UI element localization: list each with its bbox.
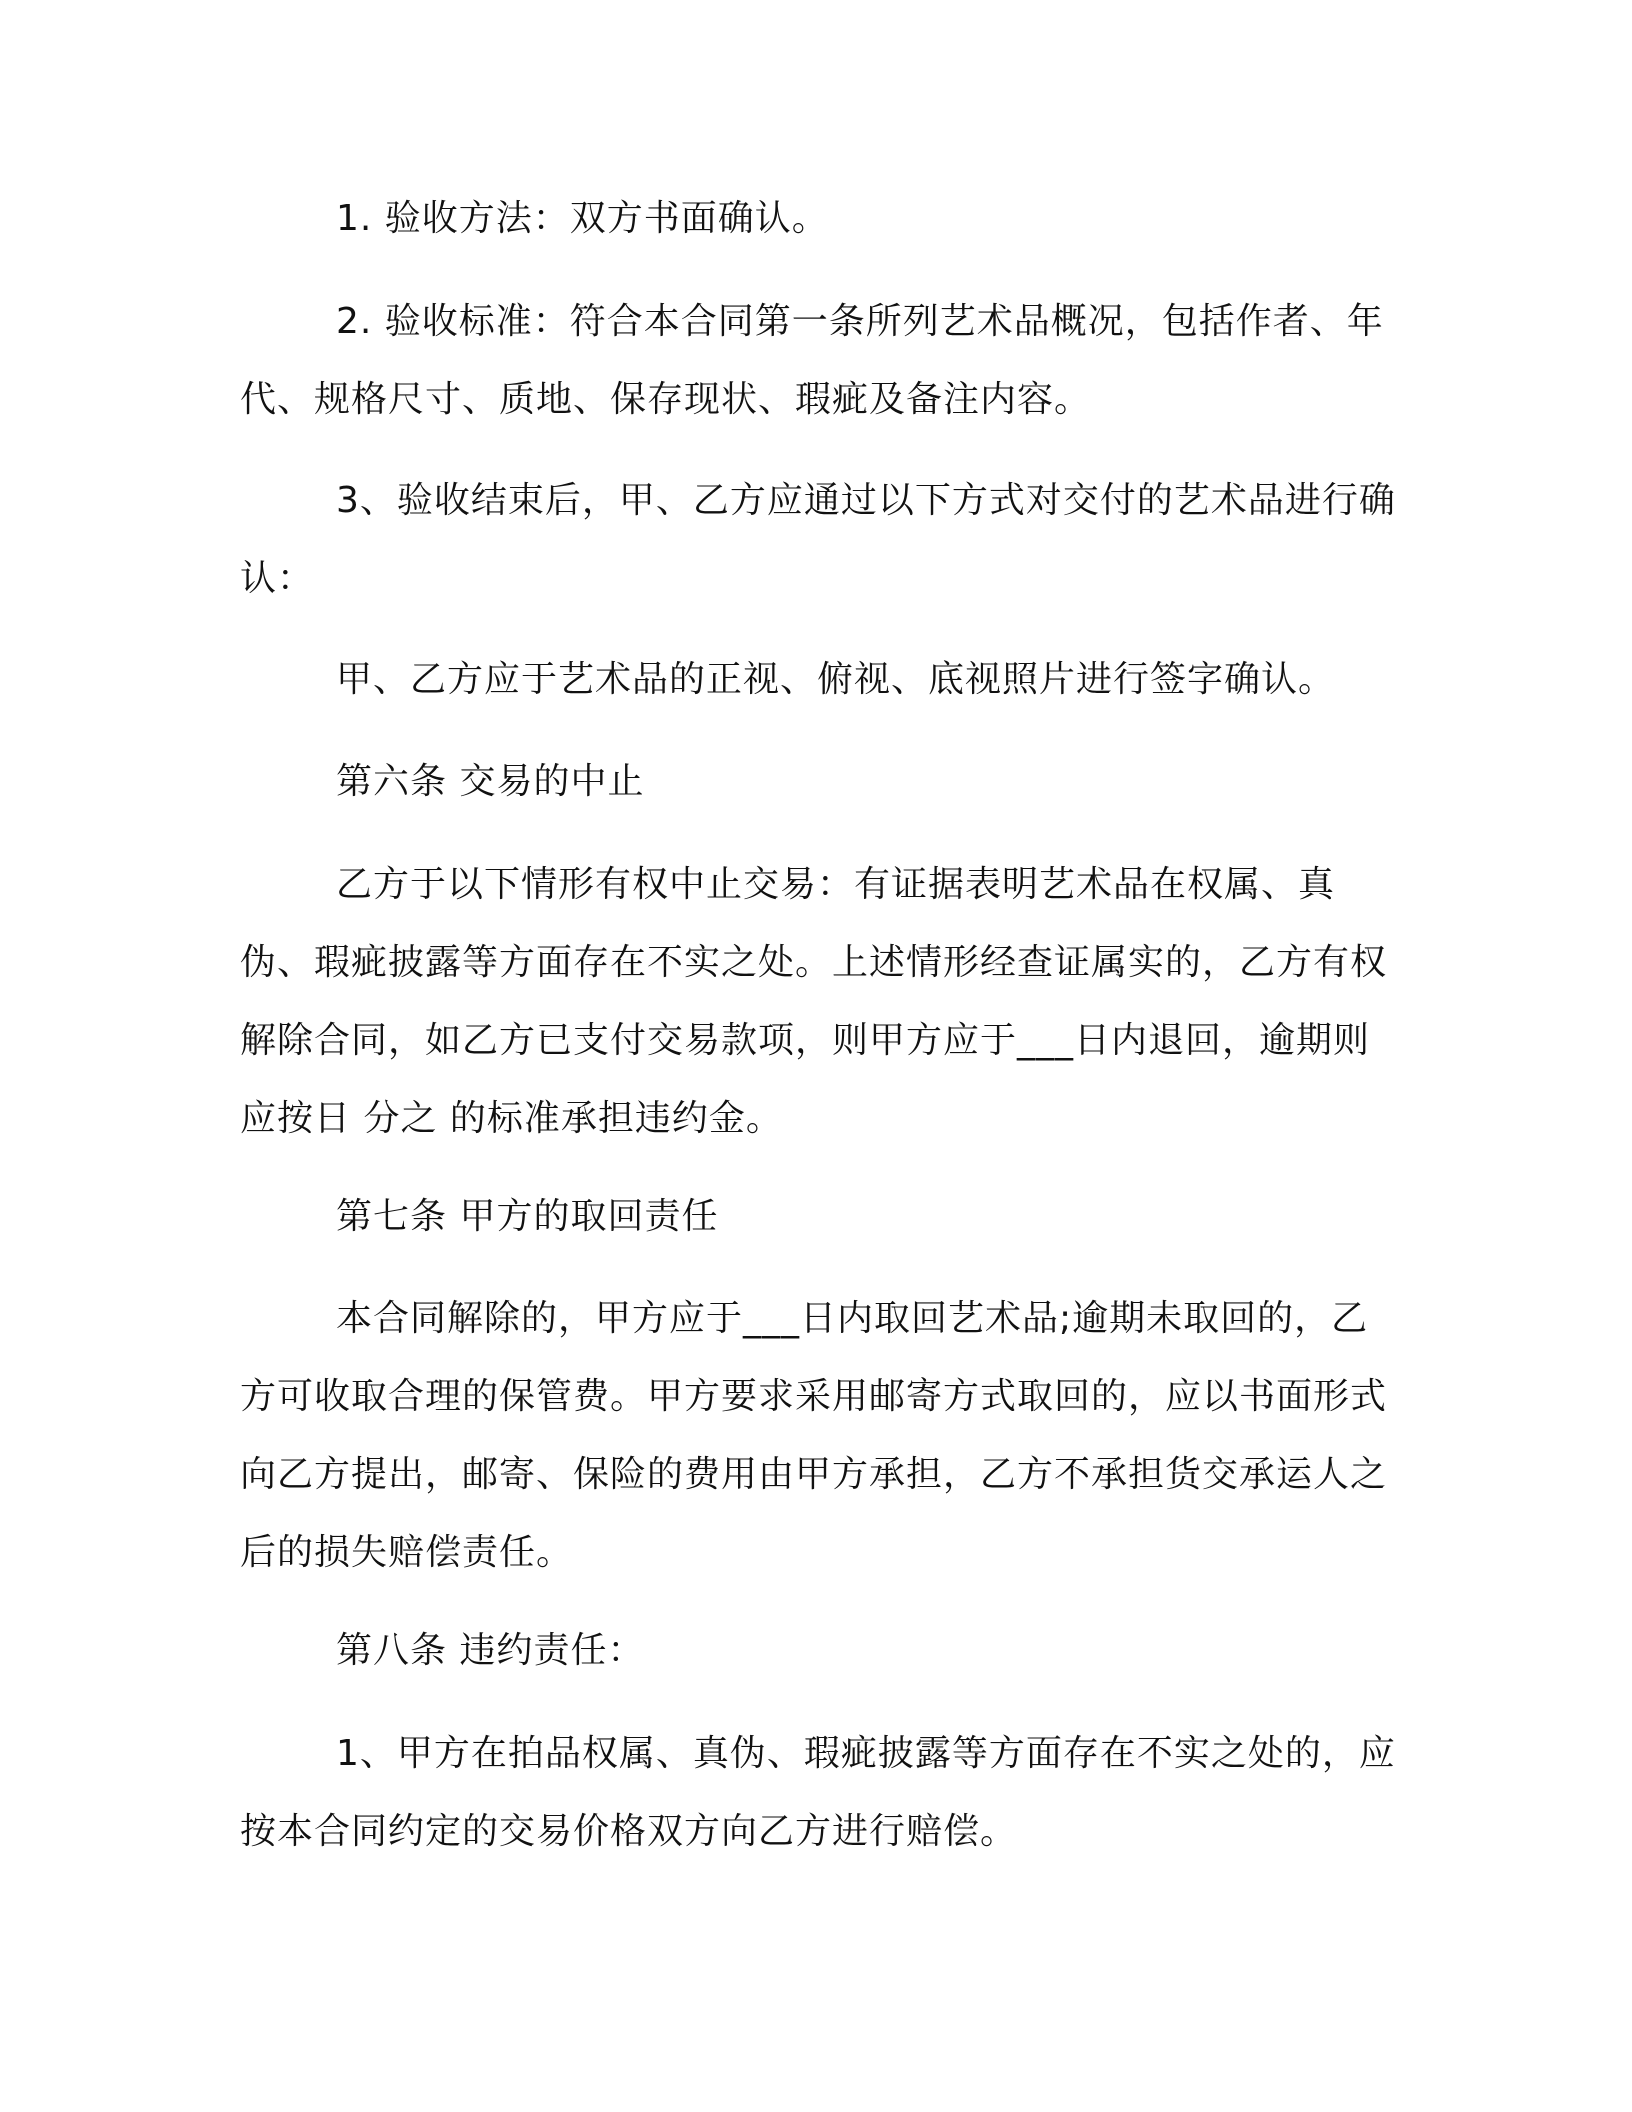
article-8-item-1: 1、甲方在拍品权属、真伪、瑕疵披露等方面存在不实之处的，应按本合同约定的交易价格双方向乙方进行赔偿。	[240, 1733, 1396, 1852]
article-7-heading: 第七条 甲方的取回责任	[336, 1196, 719, 1237]
paragraph-acceptance-method: 1. 验收方法：双方书面确认。	[336, 198, 829, 239]
article-6-heading: 第六条 交易的中止	[336, 761, 645, 802]
paragraph-photo-signing: 甲、乙方应于艺术品的正视、俯视、底视照片进行签字确认。	[336, 659, 1336, 700]
article-8-heading: 第八条 违约责任：	[336, 1630, 645, 1671]
paragraph-acceptance-confirmation: 3、验收结束后，甲、乙方应通过以下方式对交付的艺术品进行确认：	[240, 480, 1396, 599]
article-7-body: 本合同解除的，甲方应于___日内取回艺术品;逾期未取回的，乙方可收取合理的保管费。甲方要求采用邮寄方式取回的，应以书面形式向乙方提出，邮寄、保险的费用由甲方承担，乙方不承担货交承运人之后的损失赔偿责任。	[240, 1298, 1388, 1573]
article-6-body: 乙方于以下情形有权中止交易：有证据表明艺术品在权属、真伪、瑕疵披露等方面存在不实之处。上述情形经查证属实的，乙方有权解除合同，如乙方已支付交易款项，则甲方应于___日内退回，逾期则应按日 分之 的标准承担违约金。	[240, 864, 1388, 1139]
paragraph-acceptance-standard: 2. 验收标准：符合本合同第一条所列艺术品概况，包括作者、年代、规格尺寸、质地、保存现状、瑕疵及备注内容。	[240, 301, 1384, 420]
